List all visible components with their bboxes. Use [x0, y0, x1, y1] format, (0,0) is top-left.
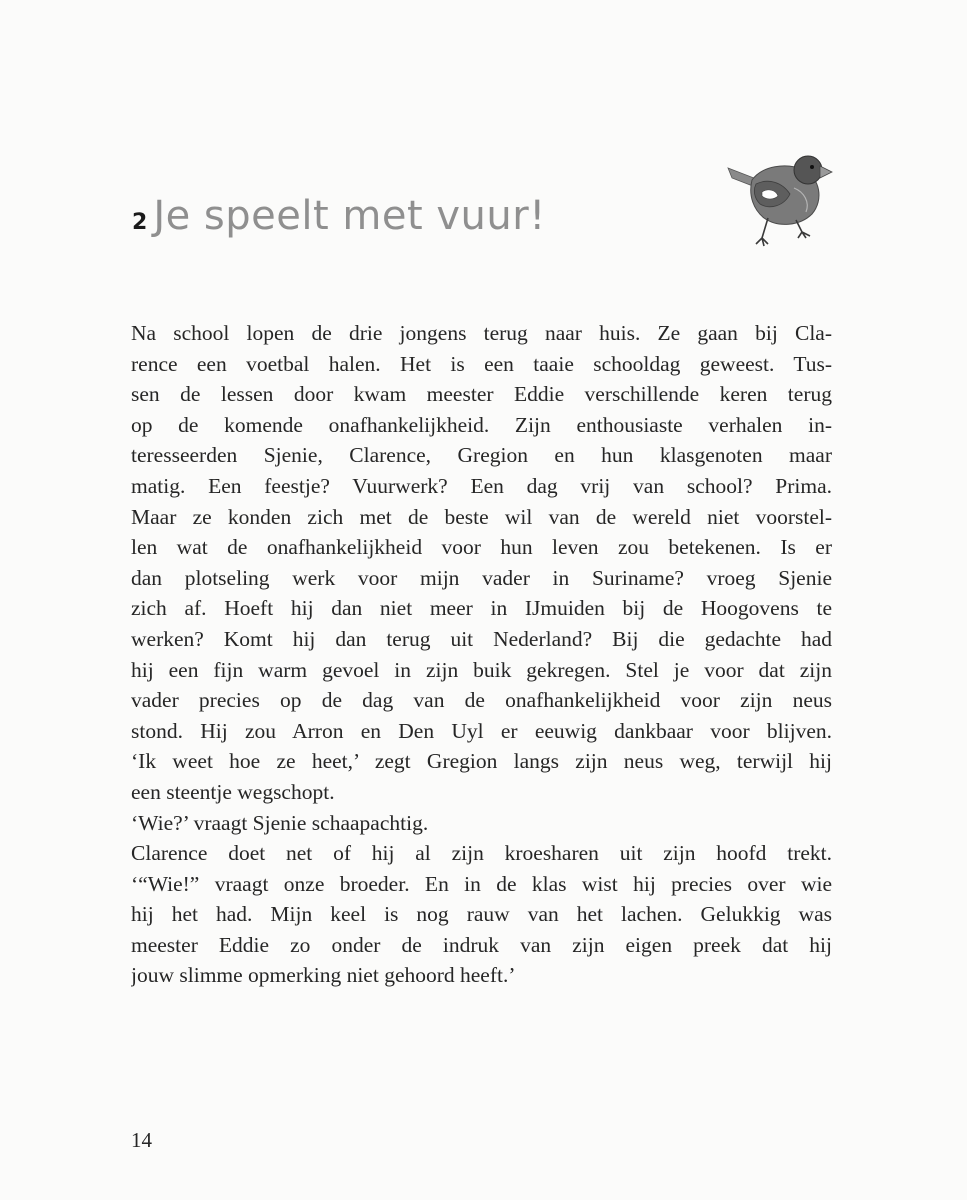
chapter-number: 2 — [132, 210, 148, 235]
bird-illustration-icon — [724, 148, 834, 252]
text-line: op de komende onafhankelijkheid. Zijn enthousiaste verhalen in- — [131, 412, 832, 437]
text-line: werken? Komt hij dan terug uit Nederland? Bij die gedachte had — [131, 626, 832, 651]
text-line: Na school lopen de drie jongens terug naar huis. Ze gaan bij Cla- — [131, 321, 832, 345]
page-number: 14 — [131, 1128, 152, 1152]
text-line: Maar ze konden zich met de beste wil van de wereld niet voorstel- — [131, 504, 832, 529]
text-line: rence een voetbal halen. Het is een taaie schooldag geweest. Tus- — [131, 351, 832, 376]
text-line: een steentje wegschopt. — [131, 779, 335, 804]
text-line: ‘Ik weet hoe ze heet,’ zegt Gregion langs zijn neus weg, terwijl hij — [131, 749, 832, 774]
chapter-body-text — [131, 318, 832, 991]
text-line: sen de lessen door kwam meester Eddie verschillende keren terug — [131, 382, 832, 407]
text-line: Clarence doet net of hij al zijn kroesharen uit zijn hoofd trekt. — [131, 841, 832, 866]
text-line: hij het had. Mijn keel is nog rauw van het lachen. Gelukkig was — [131, 902, 832, 927]
chapter-heading — [132, 193, 546, 239]
text-line: ‘“Wie!” vraagt onze broeder. En in de klas wist hij precies over wie — [131, 871, 832, 896]
text-line: hij een fijn warm gevoel in zijn buik gekregen. Stel je voor dat zijn — [131, 657, 832, 682]
text-line: stond. Hij zou Arron en Den Uyl er eeuwig dankbaar voor blijven. — [131, 718, 832, 743]
text-line: jouw slimme opmerking niet gehoord heeft.’ — [131, 963, 516, 988]
text-line: teresseerden Sjenie, Clarence, Gregion en hun klasgenoten maar — [131, 443, 832, 468]
chapter-title: Je speelt met vuur! — [153, 193, 546, 239]
text-line: dan plotseling werk voor mijn vader in Suriname? vroeg Sjenie — [131, 565, 832, 590]
text-line: vader precies op de dag van de onafhankelijkheid voor zijn neus — [131, 688, 832, 713]
text-line: ‘Wie?’ vraagt Sjenie schaapachtig. — [131, 810, 429, 835]
text-line: zich af. Hoeft hij dan niet meer in IJmuiden bij de Hoogovens te — [131, 596, 832, 621]
text-line: len wat de onafhankelijkheid voor hun leven zou betekenen. Is er — [131, 535, 832, 560]
text-line: matig. Een feestje? Vuurwerk? Een dag vrij van school? Prima. — [131, 473, 832, 498]
text-line: meester Eddie zo onder de indruk van zijn eigen preek dat hij — [131, 932, 832, 957]
